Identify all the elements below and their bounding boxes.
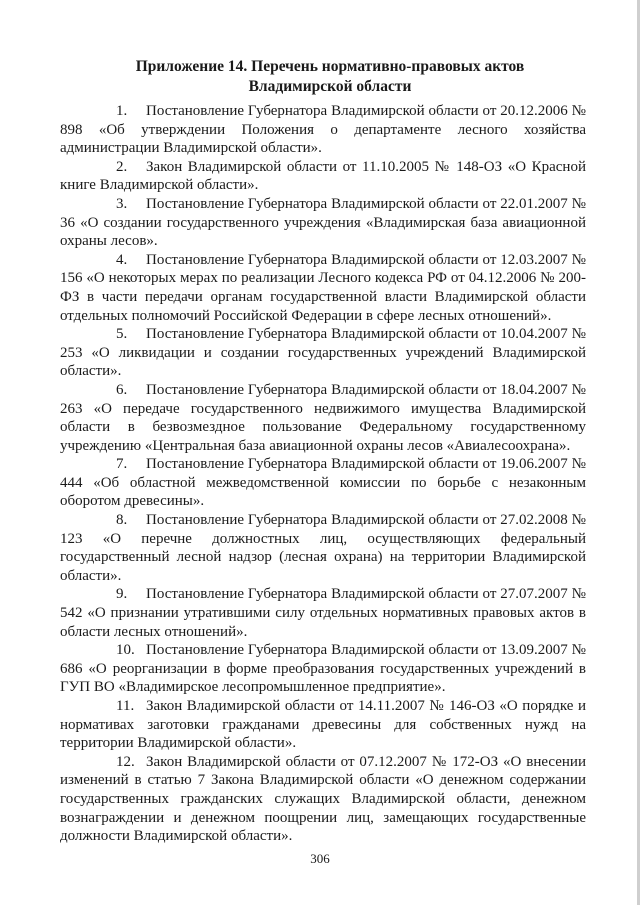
item-text: Закон Владимирской области от 07.12.2007 № 172-ОЗ «О внесении изменений в статью 7 Закона Владимирской области «О денежном содержании государственных гражданских служащих Владимирской области, денежном вознаграждении и денежном поощрении лиц, замещающих государственные должности Владимирской области». xyxy=(60,753,586,845)
item-number: 8. xyxy=(116,512,128,529)
item-number: 2. xyxy=(116,158,128,175)
list-item xyxy=(60,251,586,325)
list-item xyxy=(60,195,586,251)
item-text: Постановление Губернатора Владимирской области от 10.04.2007 № 253 «О ликвидации и создании государственных учреждений Владимирской области». xyxy=(60,326,586,380)
item-text: Постановление Губернатора Владимирской области от 19.06.2007 № 444 «Об областной межведомственной комиссии по борьбе с незаконным оборотом древесины». xyxy=(60,456,586,510)
title-line-1: Приложение 14. Перечень нормативно-правовых актов xyxy=(135,58,525,75)
item-text: Закон Владимирской области от 14.11.2007 № 146-ОЗ «О порядке и нормативах заготовки гражданами древесины для собственных нужд на территории Владимирской области». xyxy=(60,698,586,752)
item-text: Постановление Губернатора Владимирской области от 18.04.2007 № 263 «О передаче государственного недвижимого имущества Владимирской области в безвозмездное пользование Федеральному государственному учреждению «Центральная база авиационной охраны лесов «Авиалесоохрана». xyxy=(60,381,586,454)
item-number: 7. xyxy=(116,456,128,473)
list-item xyxy=(60,641,586,697)
title-line-2: Владимирской области xyxy=(248,78,412,95)
item-number: 3. xyxy=(116,195,128,212)
item-number: 10. xyxy=(116,642,135,659)
item-text: Постановление Губернатора Владимирской области от 20.12.2006 № 898 «Об утверждении Положения о департаменте лесного хозяйства администрации Владимирской области». xyxy=(60,103,586,157)
item-text: Постановление Губернатора Владимирской области от 27.07.2007 № 542 «О признании утратившими силу отдельных нормативных правовых актов в области лесных отношений». xyxy=(60,586,586,640)
item-text: Постановление Губернатора Владимирской области от 27.02.2008 № 123 «О перечне должностных лиц, осуществляющих федеральный государственный лесной надзор (лесная охрана) на территории Владимирской области». xyxy=(60,512,586,584)
list-item xyxy=(60,511,586,585)
item-text: Постановление Губернатора Владимирской области от 13.09.2007 № 686 «О реорганизации в форме преобразования государственных учреждений в ГУП ВО «Владимирское лесопромышленное предприятие». xyxy=(60,642,586,696)
item-number: 4. xyxy=(116,251,128,268)
item-number: 12. xyxy=(116,753,135,770)
legal-acts-list xyxy=(60,102,586,846)
item-text: Постановление Губернатора Владимирской области от 22.01.2007 № 36 «О создании государственного учреждения «Владимирская база авиационной охраны лесов». xyxy=(60,195,586,250)
item-number: 1. xyxy=(116,103,128,119)
page-number: 306 xyxy=(310,851,330,866)
item-number: 9. xyxy=(116,586,128,603)
list-item xyxy=(60,455,586,511)
item-number: 6. xyxy=(116,381,128,398)
list-item xyxy=(60,381,586,455)
item-text: Постановление Губернатора Владимирской области от 12.03.2007 № 156 «О некоторых мерах по реализации Лесного кодекса РФ от 04.12.2006 № 200-ФЗ в части передачи органам государственной власти Владимирской области отдельных полномочий Российской Федерации в сфере лесных отношений». xyxy=(60,251,586,324)
list-item xyxy=(60,325,586,381)
list-item xyxy=(60,158,586,195)
item-number: 5. xyxy=(116,326,128,343)
list-item xyxy=(60,697,586,753)
list-item xyxy=(60,585,586,641)
list-item xyxy=(60,753,586,846)
item-text: Закон Владимирской области от 11.10.2005 № 148-ОЗ «О Красной книге Владимирской области». xyxy=(60,158,586,194)
item-number: 11. xyxy=(116,698,135,714)
page-title xyxy=(60,57,600,97)
list-item xyxy=(60,102,586,158)
